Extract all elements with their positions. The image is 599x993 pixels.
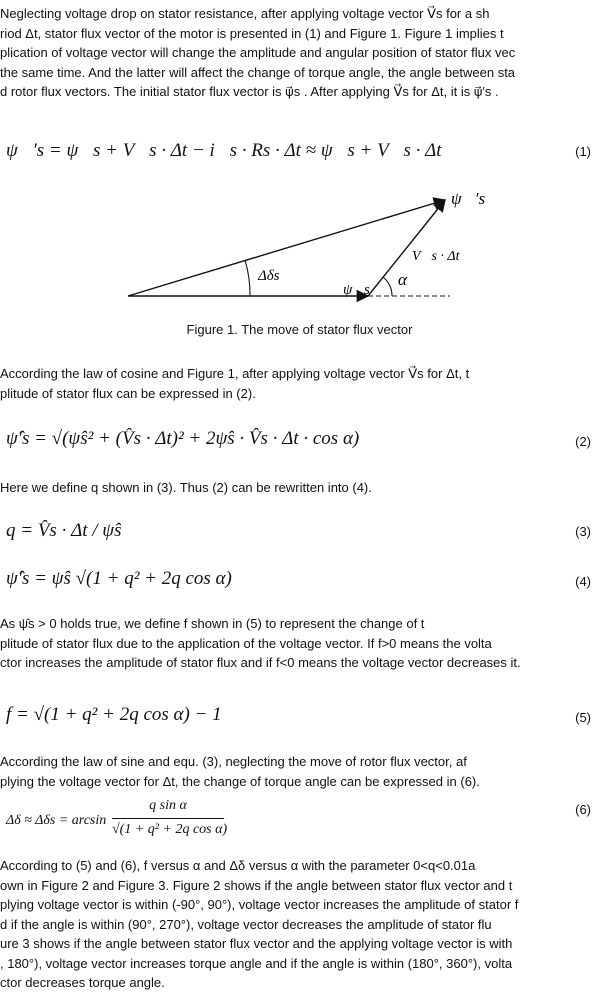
label-delta: Δδs: [258, 268, 280, 284]
text-line: , 180°), voltage vector increases torque angle and if the angle is within (180°, 360°), volta: [0, 955, 513, 971]
equation-1: [0, 140, 599, 166]
label-v-dt: V⃗s · Δt: [412, 249, 460, 264]
text-line: As ψ̂s > 0 holds true, we define f shown in (5) to represent the change of t: [0, 616, 425, 631]
text-line: plitude of stator flux due to the application of the voltage vector. If f>0 means the volta: [0, 635, 492, 651]
label-alpha: α: [398, 270, 407, 289]
equation-6-lhs: Δδ ≈ Δδs = arcsin: [6, 813, 107, 828]
label-psi: ψ⃗s: [343, 282, 370, 298]
fraction-bar: [112, 818, 224, 819]
equation-4: [0, 568, 599, 596]
equation-6-denominator: √(1 + q² + 2q cos α): [112, 822, 228, 837]
equation-1-body: ψ⃗′s = ψ⃗s + V⃗s · Δt − i⃗s · Rs · Δt ≈ ψ⃗s + V⃗s · Δt: [6, 140, 442, 161]
text-line: According the law of cosine and Figure 1, after applying voltage vector V⃗s for Δt, t: [0, 366, 470, 381]
paragraph-define-q: [0, 478, 599, 498]
alpha-arc: [383, 277, 392, 296]
label-psi-new: ψ⃗′s: [451, 189, 486, 208]
paragraph-results: [0, 856, 599, 993]
equation-3-body: q = V̂s · Δt / ψ̂s: [6, 520, 122, 541]
text-line: Neglecting voltage drop on stator resistance, after applying voltage vector V⃗s for a sh: [0, 6, 490, 21]
text-line: own in Figure 2 and Figure 3. Figure 2 shows if the angle between stator flux vector and t: [0, 877, 513, 893]
text-line: Here we define q shown in (3). Thus (2) can be rewritten into (4).: [0, 480, 372, 495]
equation-2: [0, 428, 599, 456]
text-line: d rotor flux vectors. The initial stator flux vector is ψ⃗s . After applying V⃗s for Δt, it is ψ⃗′s .: [0, 84, 499, 99]
equation-1-number: (1): [575, 144, 591, 159]
equation-3: [0, 520, 599, 546]
text-line: According to (5) and (6), f versus α and Δδ versus α with the parameter 0<q<0.01a: [0, 858, 476, 873]
figure-1-diagram: [0, 178, 599, 308]
delta-arc: [245, 260, 250, 296]
text-line: ure 3 shows if the angle between stator flux vector and the applying voltage vector is with: [0, 936, 513, 951]
equation-5-body: f = √(1 + q² + 2q cos α) − 1: [6, 704, 222, 725]
equation-6-numerator: q sin α: [149, 798, 187, 813]
paragraph-intro: [0, 4, 599, 102]
equation-2-number: (2): [575, 434, 591, 449]
text-line: plitude of stator flux can be expressed in (2).: [0, 385, 256, 401]
equation-5-number: (5): [575, 710, 591, 725]
figure-1-caption: Figure 1. The move of stator flux vector: [186, 322, 413, 337]
text-line: d if the angle is within (90°, 270°), voltage vector decreases the amplitude of stator flu: [0, 916, 492, 932]
equation-4-number: (4): [575, 574, 591, 589]
text-line: plication of voltage vector will change the amplitude and angular position of stator flux vec: [0, 45, 516, 60]
equation-5: [0, 704, 599, 732]
equation-6-number: (6): [575, 802, 591, 817]
text-line: ctor decreases torque angle.: [0, 975, 165, 990]
paragraph-sine: [0, 752, 599, 791]
equation-3-number: (3): [575, 524, 591, 539]
text-line: riod Δt, stator flux vector of the motor is presented in (1) and Figure 1. Figure 1 implies t: [0, 25, 504, 41]
text-line: ctor increases the amplitude of stator flux and if f<0 means the voltage vector decreases it.: [0, 655, 521, 670]
paragraph-define-f: [0, 614, 599, 673]
equation-4-body: ψ̂′s = ψ̂s √(1 + q² + 2q cos α): [6, 568, 232, 589]
paragraph-cosine: [0, 364, 599, 403]
text-line: According the law of sine and equ. (3), neglecting the move of rotor flux vector, af: [0, 754, 467, 769]
text-line: plying voltage vector is within (-90°, 90°), voltage vector increases the amplitude of stator f: [0, 897, 519, 912]
text-line: the same time. And the latter will affect the change of torque angle, the angle between sta: [0, 64, 516, 80]
equation-6: [0, 798, 599, 842]
equation-2-body: ψ̂′s = √(ψ̂s² + (V̂s · Δt)² + 2ψ̂s · V̂s · Δt · cos α): [6, 428, 360, 449]
text-line: plying the voltage vector for Δt, the change of torque angle can be expressed in (6).: [0, 773, 480, 789]
